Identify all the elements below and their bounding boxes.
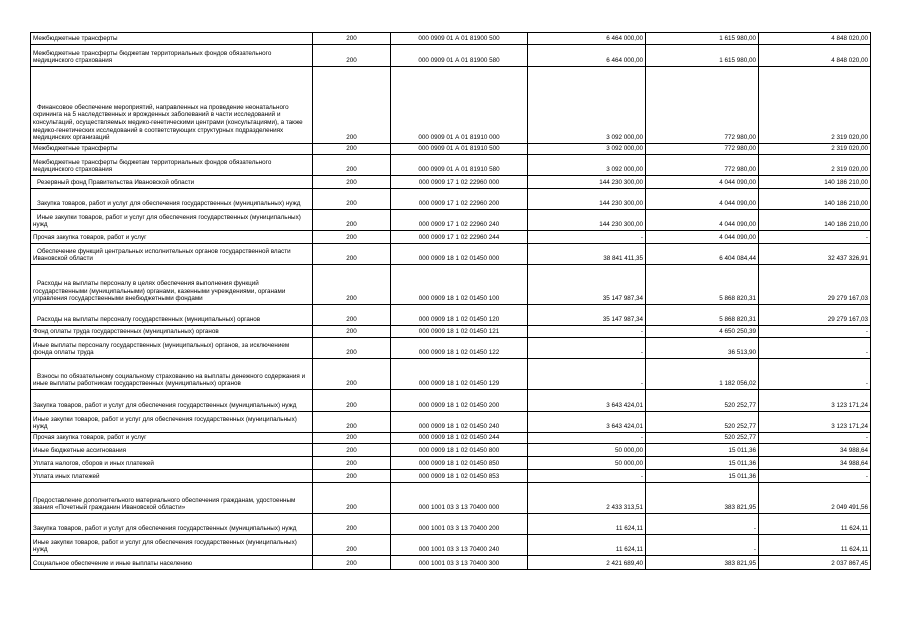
admin-code-cell: 200 [313,231,391,244]
executed-amount-cell: 383 821,95 [646,556,759,570]
admin-code-cell: 200 [313,305,391,326]
budget-class-code-cell: 000 1001 03 3 13 70400 240 [391,535,528,556]
budget-class-code-cell: 000 0909 01 А 01 81910 500 [391,144,528,155]
approved-amount-cell: 144 230 300,00 [528,210,646,231]
budget-class-code-cell: 000 1001 03 3 13 70400 200 [391,514,528,535]
table-row [31,412,871,433]
table-row [31,433,871,444]
unexecuted-amount-cell: 4 848 020,00 [759,33,871,45]
row-name-cell: Иные закупки товаров, работ и услуг для обеспечения государственных (муниципальных) нужд [31,535,313,556]
table-row [31,33,871,45]
approved-amount-cell: 3 643 424,01 [528,390,646,412]
budget-class-code-cell: 000 0909 01 А 01 81910 000 [391,67,528,144]
approved-amount-cell: 2 433 313,51 [528,483,646,514]
unexecuted-amount-cell: 2 319 020,00 [759,67,871,144]
budget-class-code-cell: 000 0909 18 1 02 01450 000 [391,244,528,265]
executed-amount-cell: 4 044 090,00 [646,231,759,244]
admin-code-cell: 200 [313,514,391,535]
unexecuted-amount-cell: 3 123 171,24 [759,390,871,412]
table-row [31,556,871,570]
executed-amount-cell: 4 650 250,39 [646,326,759,338]
row-name-cell: Предоставление дополнительного материального обеспечения гражданам, удостоенным звания «Почетный гражданин Ивановской области» [31,483,313,514]
row-name-cell: Иные выплаты персоналу государственных (муниципальных) органов, за исключением фонда оплаты труда [31,338,313,359]
executed-amount-cell: 520 252,77 [646,433,759,444]
admin-code-cell: 200 [313,67,391,144]
budget-class-code-cell: 000 0909 01 А 01 81900 500 [391,33,528,45]
budget-class-code-cell: 000 0909 18 1 02 01450 850 [391,457,528,470]
budget-class-code-cell: 000 0909 18 1 02 01450 240 [391,412,528,433]
row-name-cell: Закупка товаров, работ и услуг для обеспечения государственных (муниципальных) нужд [31,514,313,535]
admin-code-cell: 200 [313,45,391,67]
budget-class-code-cell: 000 0909 17 1 02 22960 240 [391,210,528,231]
row-name-cell: Резервный фонд Правительства Ивановской области [31,176,313,189]
budget-class-code-cell: 000 0909 18 1 02 01450 853 [391,470,528,483]
row-name-cell: Иные закупки товаров, работ и услуг для обеспечения государственных (муниципальных) нужд [31,412,313,433]
unexecuted-amount-cell: 2 319 020,00 [759,155,871,176]
row-name-cell: Финансовое обеспечение мероприятий, направленных на проведение неонатального скрининга на 5 наследственных и врожденных заболеваний в части исследований и консультаций, осуществляемых медико-генетическими центрами (консультациями), а также медико-генетических исследований в соответствующих структурных подразделениях медицинских организаций [31,67,313,144]
table-row [31,155,871,176]
admin-code-cell: 200 [313,210,391,231]
table-row [31,244,871,265]
budget-class-code-cell: 000 0909 17 1 02 22960 244 [391,231,528,244]
executed-amount-cell: 4 044 090,00 [646,176,759,189]
executed-amount-cell: 4 044 090,00 [646,210,759,231]
unexecuted-amount-cell: 11 624,11 [759,535,871,556]
unexecuted-amount-cell: 32 437 326,91 [759,244,871,265]
approved-amount-cell: - [528,433,646,444]
unexecuted-amount-cell: 11 624,11 [759,514,871,535]
approved-amount-cell: 144 230 300,00 [528,176,646,189]
budget-class-code-cell: 000 0909 18 1 02 01450 244 [391,433,528,444]
budget-class-code-cell: 000 0909 18 1 02 01450 800 [391,444,528,457]
approved-amount-cell: - [528,338,646,359]
approved-amount-cell: - [528,359,646,390]
row-name-cell: Уплата иных платежей [31,470,313,483]
table-row [31,210,871,231]
admin-code-cell: 200 [313,556,391,570]
budget-class-code-cell: 000 1001 03 3 13 70400 300 [391,556,528,570]
approved-amount-cell: 35 147 987,34 [528,265,646,305]
unexecuted-amount-cell: 34 988,64 [759,457,871,470]
unexecuted-amount-cell: 29 279 167,03 [759,265,871,305]
row-name-cell: Закупка товаров, работ и услуг для обеспечения государственных (муниципальных) нужд [31,189,313,210]
admin-code-cell: 200 [313,444,391,457]
row-name-cell: Уплата налогов, сборов и иных платежей [31,457,313,470]
executed-amount-cell: 4 044 090,00 [646,189,759,210]
budget-class-code-cell: 000 0909 18 1 02 01450 100 [391,265,528,305]
admin-code-cell: 200 [313,359,391,390]
executed-amount-cell: 5 868 820,31 [646,265,759,305]
approved-amount-cell: 3 092 000,00 [528,155,646,176]
unexecuted-amount-cell: 2 319 020,00 [759,144,871,155]
admin-code-cell: 200 [313,457,391,470]
row-name-cell: Обеспечение функций центральных исполнительных органов государственной власти Ивановской области [31,244,313,265]
executed-amount-cell: 36 513,90 [646,338,759,359]
table-row [31,457,871,470]
executed-amount-cell: 520 252,77 [646,390,759,412]
admin-code-cell: 200 [313,535,391,556]
table-row [31,189,871,210]
approved-amount-cell: 3 092 000,00 [528,67,646,144]
table-row [31,231,871,244]
executed-amount-cell: 6 404 084,44 [646,244,759,265]
table-row [31,483,871,514]
executed-amount-cell: 5 868 820,31 [646,305,759,326]
table-body [31,33,871,570]
budget-class-code-cell: 000 0909 18 1 02 01450 120 [391,305,528,326]
unexecuted-amount-cell: - [759,470,871,483]
approved-amount-cell: 38 841 411,35 [528,244,646,265]
row-name-cell: Межбюджетные трансферты бюджетам территориальных фондов обязательного медицинского страхования [31,45,313,67]
admin-code-cell: 200 [313,326,391,338]
table-row [31,176,871,189]
budget-class-code-cell: 000 1001 03 3 13 70400 000 [391,483,528,514]
approved-amount-cell: 6 464 000,00 [528,33,646,45]
admin-code-cell: 200 [313,244,391,265]
row-name-cell: Расходы на выплаты персоналу государственных (муниципальных) органов [31,305,313,326]
table-row [31,265,871,305]
unexecuted-amount-cell: 140 186 210,00 [759,189,871,210]
admin-code-cell: 200 [313,338,391,359]
approved-amount-cell: 3 643 424,01 [528,412,646,433]
budget-class-code-cell: 000 0909 18 1 02 01450 121 [391,326,528,338]
admin-code-cell: 200 [313,265,391,305]
unexecuted-amount-cell: 3 123 171,24 [759,412,871,433]
row-name-cell: Иные закупки товаров, работ и услуг для обеспечения государственных (муниципальных) нужд [31,210,313,231]
budget-class-code-cell: 000 0909 18 1 02 01450 200 [391,390,528,412]
unexecuted-amount-cell: 2 037 867,45 [759,556,871,570]
unexecuted-amount-cell: 4 848 020,00 [759,45,871,67]
table-row [31,144,871,155]
table-row [31,514,871,535]
executed-amount-cell: 383 821,95 [646,483,759,514]
table-row [31,326,871,338]
approved-amount-cell: 50 000,00 [528,444,646,457]
executed-amount-cell: 15 011,36 [646,470,759,483]
admin-code-cell: 200 [313,155,391,176]
executed-amount-cell: 772 980,00 [646,155,759,176]
approved-amount-cell: - [528,231,646,244]
executed-amount-cell: 15 011,36 [646,457,759,470]
approved-amount-cell: 35 147 987,34 [528,305,646,326]
approved-amount-cell: 144 230 300,00 [528,189,646,210]
executed-amount-cell: 15 011,36 [646,444,759,457]
admin-code-cell: 200 [313,189,391,210]
unexecuted-amount-cell: - [759,338,871,359]
budget-class-code-cell: 000 0909 01 А 01 81910 580 [391,155,528,176]
executed-amount-cell: 772 980,00 [646,67,759,144]
approved-amount-cell: - [528,326,646,338]
executed-amount-cell: 1 182 056,02 [646,359,759,390]
budget-class-code-cell: 000 0909 17 1 02 22960 000 [391,176,528,189]
row-name-cell: Межбюджетные трансферты [31,144,313,155]
executed-amount-cell: - [646,514,759,535]
budget-class-code-cell: 000 0909 01 А 01 81900 580 [391,45,528,67]
unexecuted-amount-cell: - [759,433,871,444]
admin-code-cell: 200 [313,33,391,45]
unexecuted-amount-cell: 29 279 167,03 [759,305,871,326]
admin-code-cell: 200 [313,412,391,433]
executed-amount-cell: 1 615 980,00 [646,45,759,67]
row-name-cell: Взносы по обязательному социальному страхованию на выплаты денежного содержания и иные выплаты работникам государственных (муниципальных) органов [31,359,313,390]
row-name-cell: Социальное обеспечение и иные выплаты населению [31,556,313,570]
unexecuted-amount-cell: - [759,231,871,244]
approved-amount-cell: 50 000,00 [528,457,646,470]
unexecuted-amount-cell: 2 049 491,56 [759,483,871,514]
row-name-cell: Расходы на выплаты персоналу в целях обеспечения выполнения функций государственными (муниципальными) органами, казенными учреждениями, органами управления государственными внебюджетными фондами [31,265,313,305]
table-row [31,390,871,412]
row-name-cell: Прочая закупка товаров, работ и услуг [31,433,313,444]
admin-code-cell: 200 [313,390,391,412]
unexecuted-amount-cell: - [759,359,871,390]
table-row [31,535,871,556]
table-row [31,45,871,67]
budget-class-code-cell: 000 0909 18 1 02 01450 129 [391,359,528,390]
row-name-cell: Межбюджетные трансферты бюджетам территориальных фондов обязательного медицинского страхования [31,155,313,176]
approved-amount-cell: 11 624,11 [528,514,646,535]
table-row [31,305,871,326]
executed-amount-cell: 1 615 980,00 [646,33,759,45]
executed-amount-cell: - [646,535,759,556]
admin-code-cell: 200 [313,144,391,155]
table-row [31,470,871,483]
approved-amount-cell: 6 464 000,00 [528,45,646,67]
table-row [31,67,871,144]
admin-code-cell: 200 [313,433,391,444]
table-row [31,338,871,359]
unexecuted-amount-cell: 140 186 210,00 [759,176,871,189]
row-name-cell: Закупка товаров, работ и услуг для обеспечения государственных (муниципальных) нужд [31,390,313,412]
budget-execution-table [30,32,871,570]
row-name-cell: Иные бюджетные ассигнования [31,444,313,457]
unexecuted-amount-cell: - [759,326,871,338]
approved-amount-cell: 2 421 689,40 [528,556,646,570]
admin-code-cell: 200 [313,483,391,514]
unexecuted-amount-cell: 34 988,64 [759,444,871,457]
approved-amount-cell: 3 092 000,00 [528,144,646,155]
executed-amount-cell: 772 980,00 [646,144,759,155]
row-name-cell: Прочая закупка товаров, работ и услуг [31,231,313,244]
budget-class-code-cell: 000 0909 17 1 02 22960 200 [391,189,528,210]
admin-code-cell: 200 [313,470,391,483]
executed-amount-cell: 520 252,77 [646,412,759,433]
table-row [31,359,871,390]
budget-class-code-cell: 000 0909 18 1 02 01450 122 [391,338,528,359]
row-name-cell: Межбюджетные трансферты [31,33,313,45]
approved-amount-cell: 11 624,11 [528,535,646,556]
table-row [31,444,871,457]
unexecuted-amount-cell: 140 186 210,00 [759,210,871,231]
row-name-cell: Фонд оплаты труда государственных (муниципальных) органов [31,326,313,338]
approved-amount-cell: - [528,470,646,483]
admin-code-cell: 200 [313,176,391,189]
